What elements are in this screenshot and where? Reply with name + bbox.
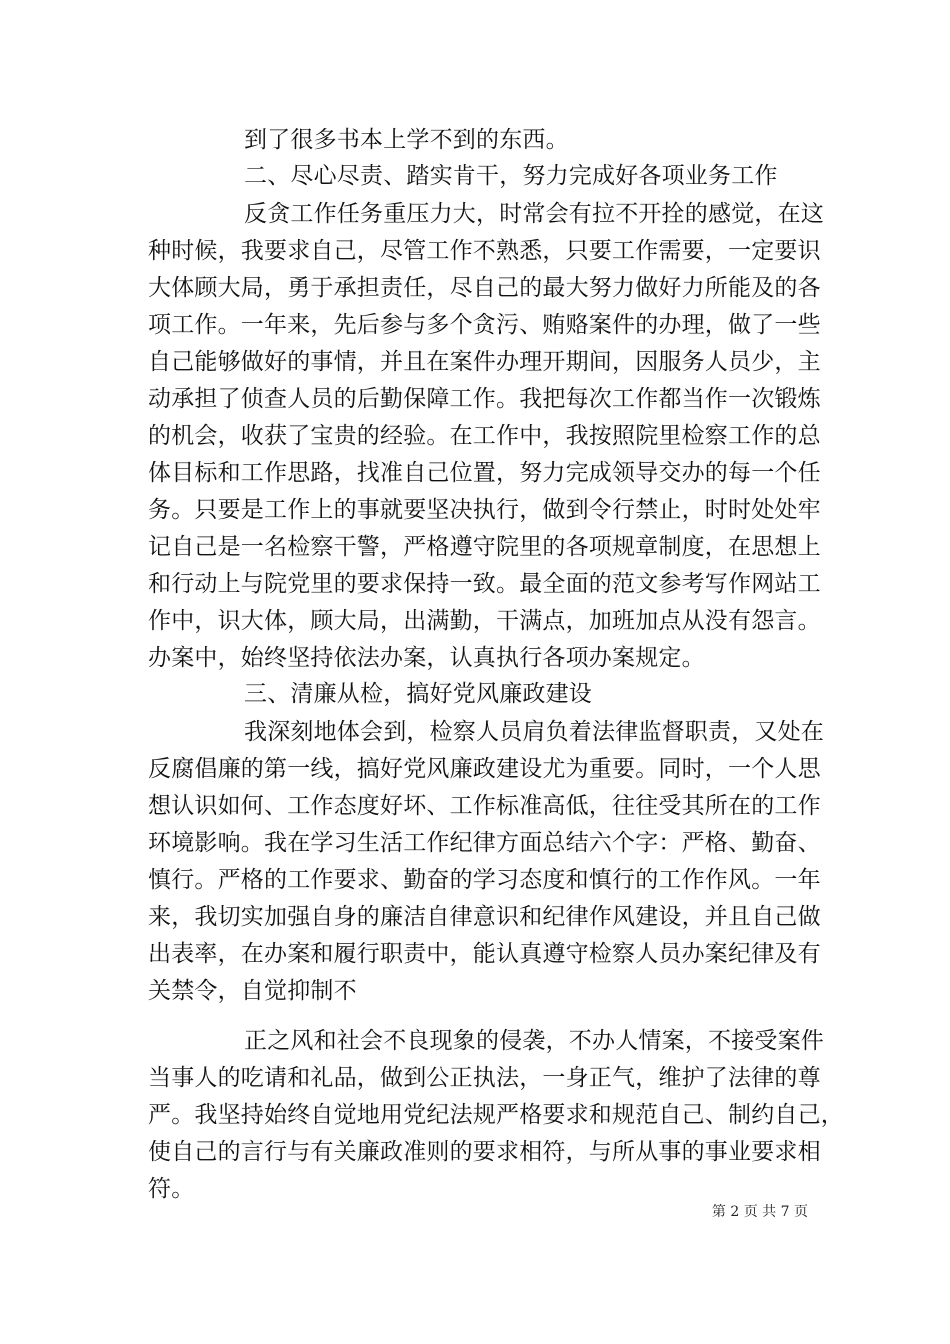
text-line: 务。只要是工作上的事就要坚决执行，做到令行禁止，时时处处牢	[148, 497, 821, 523]
text-line: 到了很多书本上学不到的东西。	[244, 127, 569, 153]
text-line: 大体顾大局，勇于承担责任，尽自己的最大努力做好力所能及的各	[148, 275, 821, 301]
text-line: 体目标和工作思路，找准自己位置，努力完成领导交办的每一个任	[148, 460, 821, 486]
text-line: 反腐倡廉的第一线，搞好党风廉政建设尤为重要。同时，一个人思	[148, 756, 821, 782]
text-line: 使自己的言行与有关廉政准则的要求相符，与所从事的事业要求相	[148, 1139, 821, 1165]
text-line: 慎行。严格的工作要求、勤奋的学习态度和慎行的工作作风。一年	[148, 867, 821, 893]
section-heading: 二、尽心尽责、踏实肯干，努力完成好各项业务工作	[244, 163, 778, 189]
text-line: 反贪工作任务重压力大，时常会有拉不开拴的感觉，在这	[244, 201, 824, 227]
text-line: 关禁令，自觉抑制不	[148, 978, 357, 1004]
text-line: 严。我坚持始终自觉地用党纪法规严格要求和规范自己、制约自己，	[148, 1102, 844, 1128]
section-heading: 三、清廉从检，搞好党风廉政建设	[244, 681, 592, 707]
text-line: 我深刻地体会到，检察人员肩负着法律监督职责，又处在	[244, 719, 824, 745]
text-line: 出表率，在办案和履行职责中，能认真遵守检察人员办案纪律及有	[148, 941, 821, 967]
text-line: 种时候，我要求自己，尽管工作不熟悉，只要工作需要，一定要识	[148, 238, 821, 264]
page-number-footer: 第 2 页 共 7 页	[711, 1204, 808, 1220]
text-line: 动承担了侦查人员的后勤保障工作。我把每次工作都当作一次锻炼	[148, 386, 821, 412]
text-line: 想认识如何、工作态度好坏、工作标准高低，往往受其所在的工作	[148, 793, 821, 819]
text-line: 作中，识大体，顾大局，出满勤，干满点，加班加点从没有怨言。	[148, 608, 821, 634]
text-line: 自己能够做好的事情，并且在案件办理开期间，因服务人员少，主	[148, 349, 821, 375]
text-line: 符。	[148, 1176, 195, 1202]
text-line: 环境影响。我在学习生活工作纪律方面总结六个字：严格、勤奋、	[148, 830, 821, 856]
text-line: 正之风和社会不良现象的侵袭，不办人情案，不接受案件	[244, 1028, 824, 1054]
text-line: 当事人的吃请和礼品，做到公正执法，一身正气，维护了法律的尊	[148, 1065, 821, 1091]
text-line: 来，我切实加强自身的廉洁自律意识和纪律作风建设，并且自己做	[148, 904, 821, 930]
text-line: 记自己是一名检察干警，严格遵守院里的各项规章制度，在思想上	[148, 534, 821, 560]
text-line: 项工作。一年来，先后参与多个贪污、贿赂案件的办理，做了一些	[148, 312, 821, 338]
text-line: 和行动上与院党里的要求保持一致。最全面的范文参考写作网站工	[148, 571, 821, 597]
text-line: 办案中，始终坚持依法办案，认真执行各项办案规定。	[148, 645, 705, 671]
text-line: 的机会，收获了宝贵的经验。在工作中，我按照院里检察工作的总	[148, 423, 821, 449]
